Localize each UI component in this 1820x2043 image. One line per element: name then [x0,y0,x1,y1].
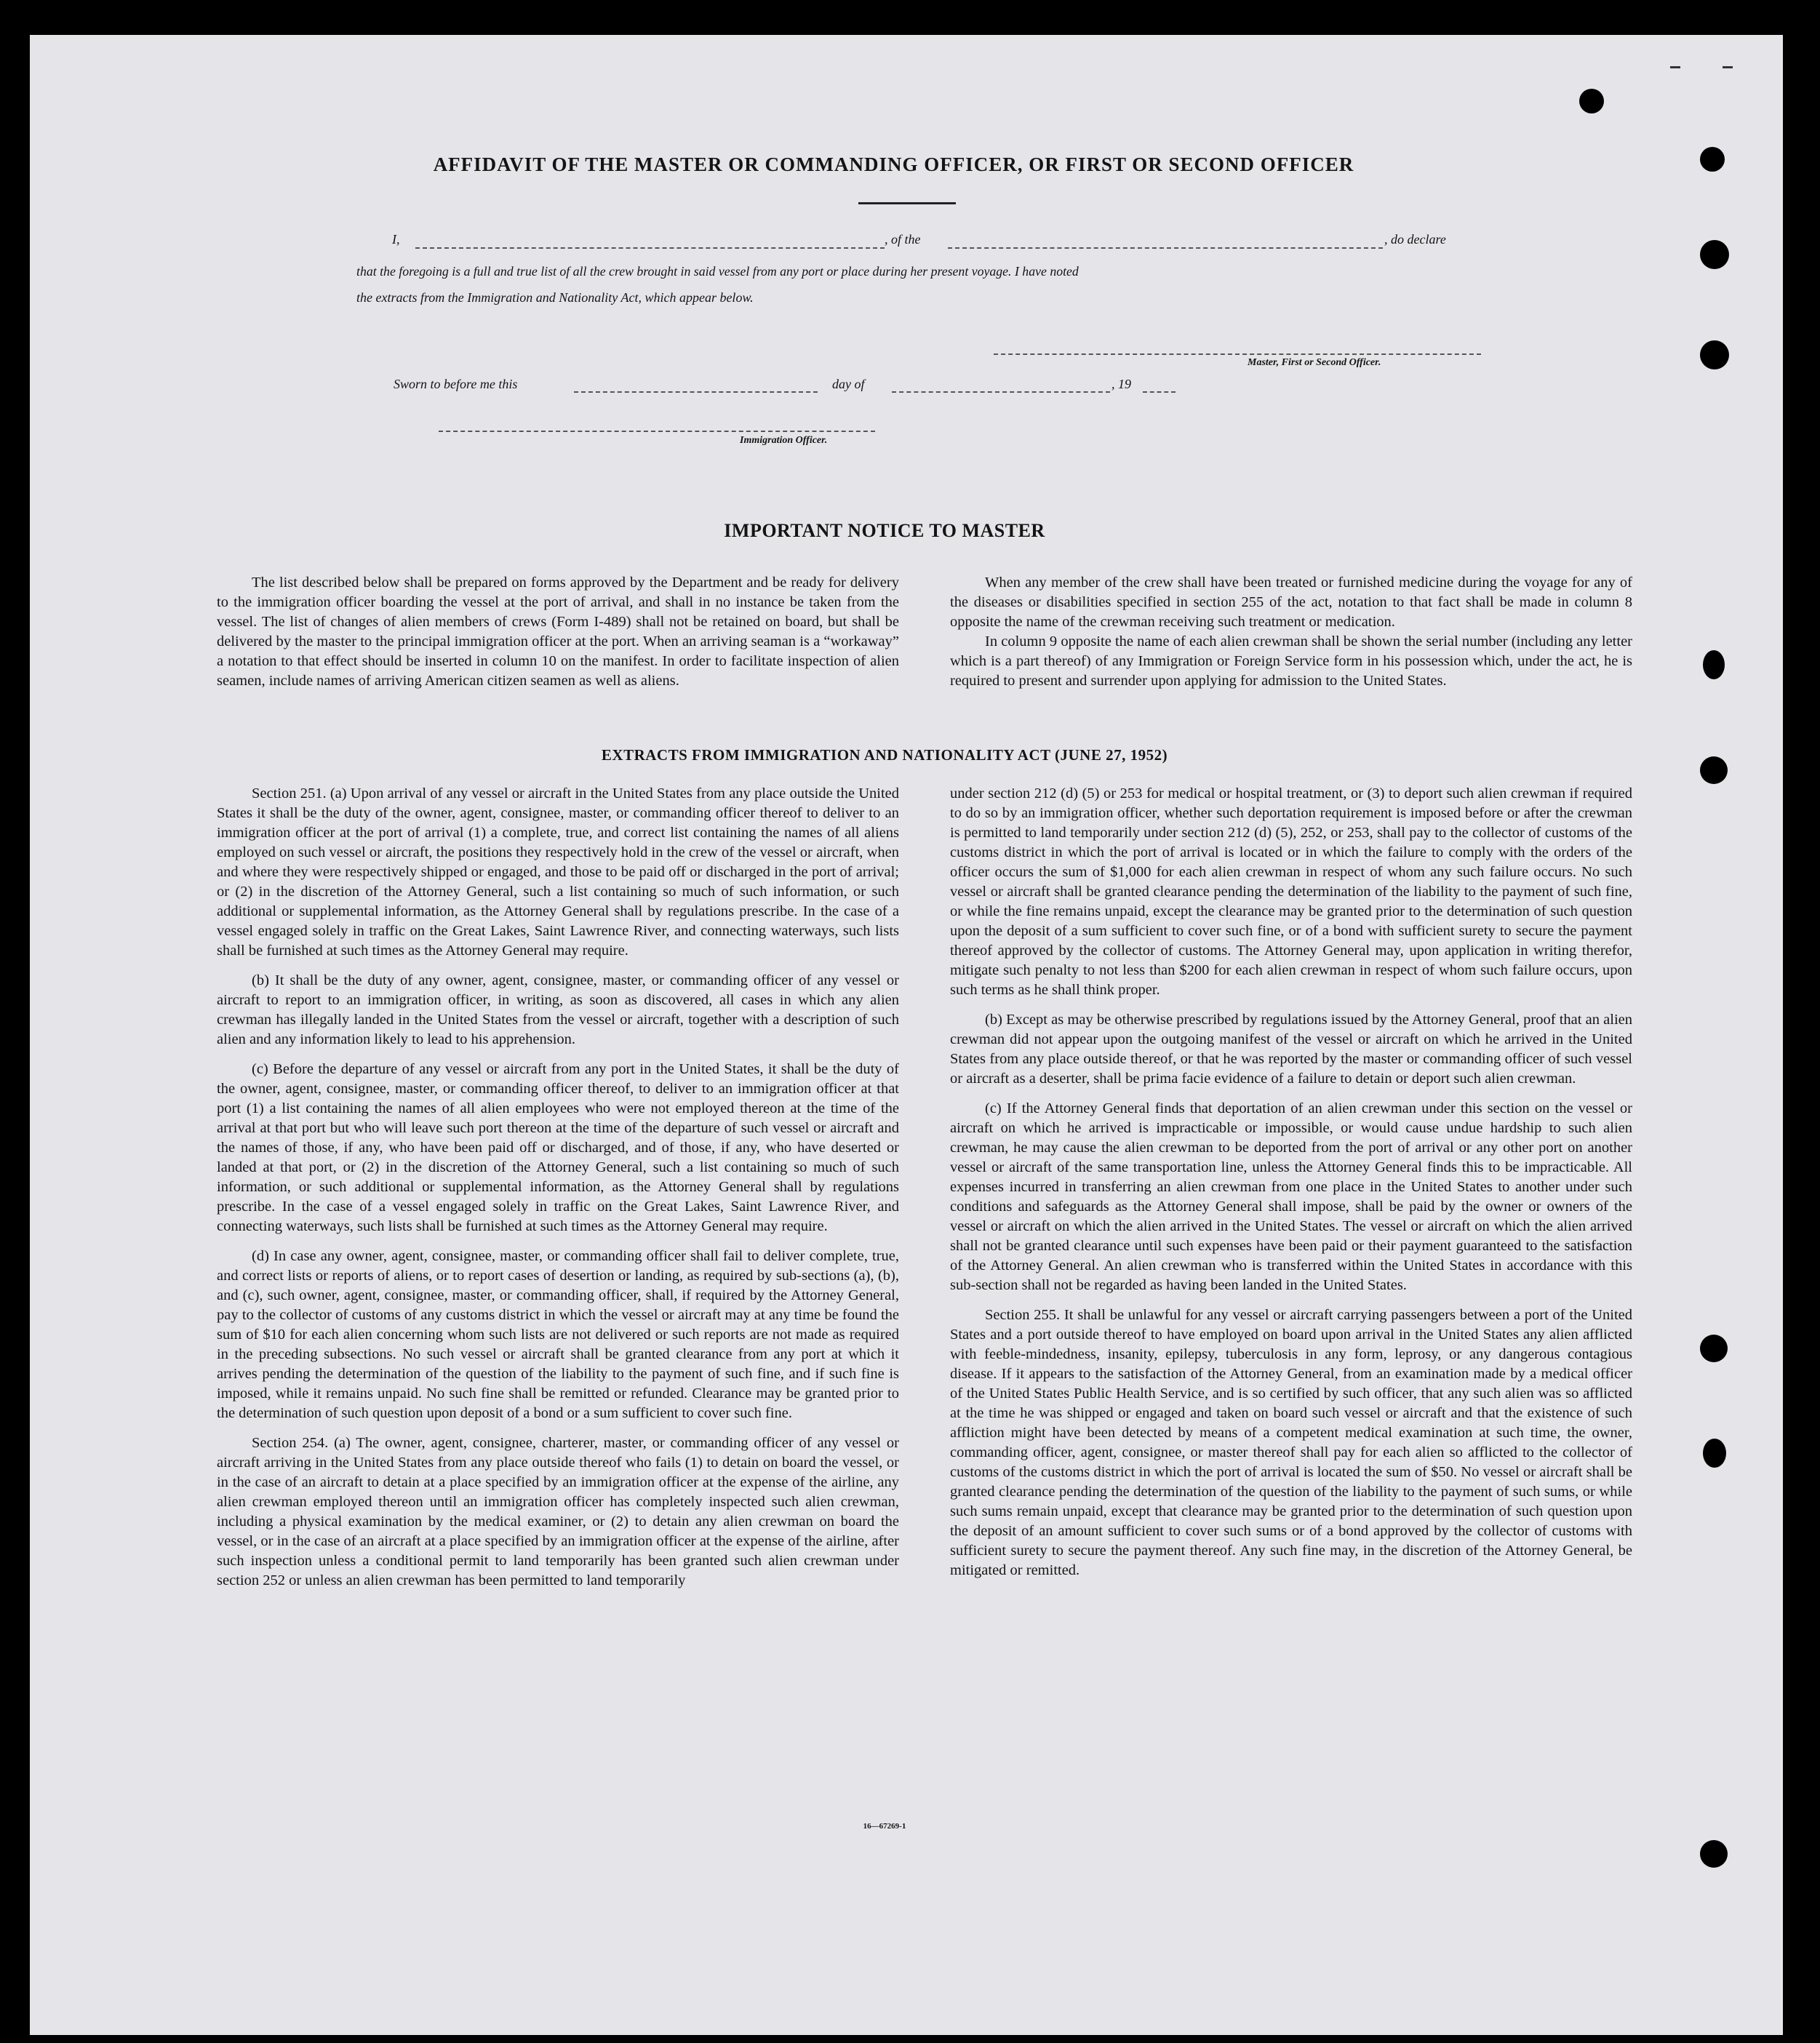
master-signature-label: Master, First or Second Officer. [1248,357,1381,368]
notice-right-paragraph-2: In column 9 opposite the name of each alien crewman shall be shown the serial number (including any letter which is a part thereof) of any Immigration or Foreign Service form in his possession which, under the act, he is required to present and surrender upon applying for admission to the United States. [950,633,1632,689]
binder-hole [1700,240,1729,269]
master-signature-line[interactable] [994,353,1481,355]
form-code: 16—67269-1 [863,1822,906,1831]
notice-left-column [217,573,899,701]
day-of-label: day of [832,377,865,391]
corner-mark [1723,66,1733,68]
sworn-day-field[interactable] [574,391,818,393]
binder-hole [1700,1840,1728,1868]
sworn-label: Sworn to before me this [394,377,518,391]
corner-mark [1670,66,1680,68]
binder-hole [1700,340,1729,369]
section-251-c: (c) Before the departure of any vessel or aircraft from any port in the United States, it shall be the duty of the owner, agent, consignee, master, or commanding officer thereof, to deliver to an immigration officer at that port (1) a list containing the names of all alien employees who were not employed thereon at the time of the arrival at that port but who will leave such port thereon at the time of the departure of such vessel or aircraft and the names of those, if any, who have been paid off or discharged, and of those, if any, who have deserted or landed at that port, or (2) in the discretion of the Attorney General, such a list containing so much of such information, or such additional or supplemental information, as the Attorney General shall by regulations prescribe. In the case of a vessel engaged solely in traffic on the Great Lakes, Saint Lawrence River, and connecting waterways, such lists shall be furnished at such times as the Attorney General may require. [217,1061,899,1234]
notice-title: IMPORTANT NOTICE TO MASTER [724,520,1045,541]
section-254-a-continued: under section 212 (d) (5) or 253 for medical or hospital treatment, or (3) to deport such alien crewman if required to do so by an immigration officer, whether such deportation requirement is imposed before or after the crewman is permitted to land temporarily under section 212 (d) (5), 252, or 253, shall pay to the collector of customs of the customs district in which the port of arrival is located or in which the failure to comply with the orders of the officer occurs the sum of $1,000 for each alien crewman in respect of whom any such failure occurs. No such vessel or aircraft shall be granted clearance pending the determination of the liability to the payment of such fine, or while the fine remains unpaid, except the clearance may be granted prior to the determination of such question upon the deposit of a sum sufficient to cover such fine, or of a bond with sufficient surety to secure the payment thereof approved by the collector of customs. The Attorney General may, upon application in writing therefor, mitigate such penalty to not less than $200 for each alien crewman in respect of whom such failure occurs, upon such terms as he shall think proper. [950,785,1632,998]
binder-hole [1579,89,1604,113]
section-254-b: (b) Except as may be otherwise prescribed by regulations issued by the Attorney General, proof that an alien crewman did not appear upon the outgoing manifest of the vessel or aircraft on which he arrived in the United States from any place outside thereof, or that he was reported by the master or commanding officer of such vessel or aircraft as a deserter, shall be prima facie evidence of a failure to detain or deport such alien crewman. [950,1012,1632,1087]
officer-signature-line[interactable] [439,431,875,432]
decl-line-3: the extracts from the Immigration and Nationality Act, which appear below. [356,290,754,305]
extracts-title: EXTRACTS FROM IMMIGRATION AND NATIONALITY ACT (JUNE 27, 1952) [601,746,1168,764]
extracts-left-column [217,784,899,1601]
section-251-b: (b) It shall be the duty of any owner, agent, consignee, master, or commanding officer of any vessel or aircraft to report to an immigration officer, in writing, as soon as discovered, all cases in which any alien crewman has illegally landed in the United States from the vessel or aircraft, together with a description of such alien and any information likely to lead to his apprehension. [217,972,899,1047]
decl-line-2: that the foregoing is a full and true list of all the crew brought in said vessel from any port or place during her present voyage. I have noted [356,264,1079,279]
affidavit-title: AFFIDAVIT OF THE MASTER OR COMMANDING OFFICER, OR FIRST OR SECOND OFFICER [433,153,1354,175]
notice-left-paragraph: The list described below shall be prepared on forms approved by the Department and be ready for delivery to the immigration officer boarding the vessel at the port of arrival, and shall in no instance be taken from the vessel. The list of changes of alien members of crews (Form I-489) shall not be retained on board, but shall be delivered by the master to the principal immigration officer at the port. When an arriving seaman is a “workaway” a notation to that effect should be inserted in column 10 on the manifest. In order to facilitate inspection of alien seamen, include names of arriving American citizen seamen as well as aliens. [217,575,899,689]
sworn-year-field[interactable] [1143,391,1176,393]
extracts-right-column [950,784,1632,1591]
section-251-a: Section 251. (a) Upon arrival of any vessel or aircraft in the United States from any place outside the United States it shall be the duty of the owner, agent, consignee, master, or commanding officer thereof to deliver to an immigration officer at the port of arrival (1) a complete, true, and correct list containing the names of all aliens employed on such vessel or aircraft, the positions they respectively hold in the crew of the vessel or aircraft, when and where they were respectively shipped or engaged, and those to be paid off or discharged in the port of arrival; or (2) in the discretion of the Attorney General, such a list containing so much of such information, or such additional or supplemental information, as the Attorney General shall by regulations prescribe. In the case of a vessel engaged solely in traffic on the Great Lakes, Saint Lawrence River, and connecting waterways, such lists shall be furnished at such times as the Attorney General may require. [217,785,899,959]
binder-hole [1700,1335,1728,1362]
decl-do-declare: , do declare [1384,232,1446,247]
name-field[interactable] [415,247,885,249]
sworn-month-field[interactable] [892,391,1110,393]
section-251-d: (d) In case any owner, agent, consignee, master, or commanding officer shall fail to deliver complete, true, and correct lists or reports of aliens, or to report cases of desertion or landing, as required by sub-sections (a), (b), and (c), such owner, agent, consignee, master, or commanding officer, shall, if required by the Attorney General, pay to the collector of customs of any customs district in which the vessel or aircraft may at any time be found the sum of $10 for each alien concerning whom such lists are not delivered or such reports are not made as required in the preceding subsections. No such vessel or aircraft shall be granted clearance from any port at which it arrives pending the determination of the question of the liability to the payment of such fine, and if such fine is imposed, while it remains unpaid. No such fine shall be remitted or refunded. Clearance may be granted prior to the determination of such question upon deposit of a bond or a sum sufficient to cover such fine. [217,1248,899,1421]
section-255: Section 255. It shall be unlawful for any vessel or aircraft carrying passengers between a port of the United States and a port outside thereof to have employed on board upon arrival in the United States any alien afflicted with feeble-mindedness, insanity, epilepsy, tuberculosis in any form, leprosy, or any dangerous contagious disease. If it appears to the satisfaction of the Attorney General, from an examination made by a medical officer of the United States Public Health Service, and is so certified by such officer, that any such alien was so afflicted at the time he was shipped or engaged and taken on board such vessel or aircraft and that the existence of such affliction might have been detected by means of a competent medical examination at such time, the owner, commanding officer, agent, consignee, or master thereof shall pay for each alien so afflicted to the collector of customs of the customs district in which the port of arrival is located the sum of $50. No vessel or aircraft shall be granted clearance pending the determination of the question of the liability to the payment of such sums, or while such sums remain unpaid, except that clearance may be granted prior to the determination of such question upon the deposit of an amount sufficient to cover such sums or of a bond approved by the collector of customs with sufficient surety to secure the payment thereof. Any such fine may, in the discretion of the Attorney General, be mitigated or remitted. [950,1307,1632,1578]
year-label: , 19 [1111,377,1131,391]
binder-hole [1703,1439,1726,1468]
notice-right-column [950,573,1632,701]
officer-signature-label: Immigration Officer. [740,435,828,446]
notice-right-paragraph-1: When any member of the crew shall have been treated or furnished medicine during the voyage for any of the diseases or disabilities specified in section 255 of the act, notation to that fact shall be made in column 8 opposite the name of the crewman receiving such treatment or medication. [950,575,1632,630]
document-page [30,35,1783,2035]
binder-hole [1703,650,1725,679]
section-254-c: (c) If the Attorney General finds that deportation of an alien crewman under this section on the vessel or aircraft on which he arrived is impracticable or impossible, or would cause undue hardship to such alien crewman, he may cause the alien crewman to be deported from the port of arrival or any other port on another vessel or aircraft of the same transportation line, unless the Attorney General finds this to be impracticable. All expenses incurred in transferring an alien crewman from one place in the United States to another under such conditions and safeguards as the Attorney General shall impose, shall be paid by the owner or owners of the vessel or aircraft on which the alien arrived in the United States. The vessel or aircraft on which the alien arrived shall not be granted clearance until such expenses have been paid or their payment guaranteed to the satisfaction of the Attorney General. An alien crewman who is transferred within the United States in accordance with this sub-section shall not be regarded as having been landed in the United States. [950,1100,1632,1293]
section-254-a: Section 254. (a) The owner, agent, consignee, charterer, master, or commanding officer of any vessel or aircraft arriving in the United States from any place outside thereof who fails (1) to detain on board the vessel, or in the case of an aircraft to detain at a place specified by an immigration officer at the expense of the airline, any alien crewman employed thereon until an immigration officer has completely inspected such alien crewman, including a physical examination by the medical examiner, or (2) to detain any alien crewman on board the vessel, or in the case of an aircraft at a place specified by an immigration officer at the expense of the airline, after such inspection unless a conditional permit to land temporarily has been granted such alien crewman under section 252 or unless an alien crewman has been permitted to land temporarily [217,1435,899,1588]
title-underline [858,202,956,204]
decl-of-the: , of the [885,232,921,247]
vessel-field[interactable] [948,247,1383,249]
decl-i: I, [392,232,400,247]
